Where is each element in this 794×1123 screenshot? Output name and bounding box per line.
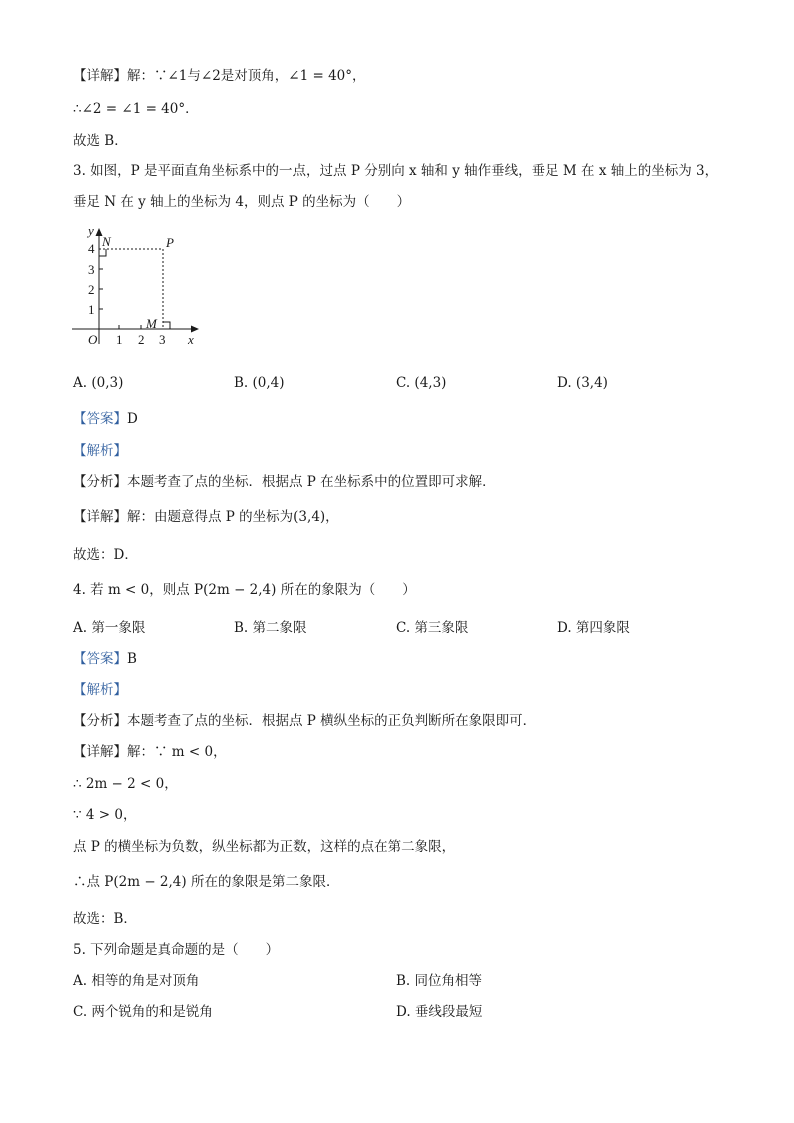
q5-option-b: B. 同位角相等 bbox=[396, 973, 483, 989]
q3-option-b: B. (0,4) bbox=[234, 375, 285, 391]
q4-option-c: C. 第三象限 bbox=[396, 620, 469, 636]
q3-stem-line-1: 3. 如图，P 是平面直角坐标系中的一点，过点 P 分别向 x 轴和 y 轴作垂线，垂足 M 在 x 轴上的坐标为 3， bbox=[73, 163, 719, 179]
q3-answer-value: D bbox=[127, 411, 138, 427]
x-tick-label-2: 2 bbox=[138, 332, 145, 347]
q2-therefore-line: ∴∠2 = ∠1 = 40°． bbox=[73, 101, 199, 117]
answer-tag: 【答案】 bbox=[73, 651, 127, 667]
q4-detail-line-4: 点 P 的横坐标为负数，纵坐标都为正数，这样的点在第二象限， bbox=[73, 839, 456, 855]
x-tick-label-1: 1 bbox=[116, 332, 123, 347]
q3-option-a: A. (0,3) bbox=[73, 375, 124, 391]
q4-detail-line-2: ∴ 2m − 2 < 0， bbox=[73, 776, 178, 792]
q3-option-c: C. (4,3) bbox=[396, 375, 447, 391]
q4-answer-value: B bbox=[127, 651, 137, 667]
q2-detail-line: 【详解】解：∵∠1与∠2是对顶角，∠1 = 40°， bbox=[73, 68, 366, 84]
y-tick-label-2: 2 bbox=[88, 282, 95, 297]
q4-analysis-line: 【分析】本题考查了点的坐标．根据点 P 横纵坐标的正负判断所在象限即可． bbox=[73, 713, 537, 729]
x-tick-label-3: 3 bbox=[159, 332, 166, 347]
q4-detail-line-1: 【详解】解：∵ m < 0， bbox=[73, 744, 227, 760]
q4-select-line: 故选：B． bbox=[73, 911, 137, 927]
q3-stem-line-2: 垂足 N 在 y 轴上的坐标为 4，则点 P 的坐标为（ ） bbox=[73, 194, 411, 210]
q3-detail-line: 【详解】解：由题意得点 P 的坐标为(3,4)， bbox=[73, 509, 339, 525]
q4-option-d: D. 第四象限 bbox=[557, 620, 630, 636]
y-axis-label: y bbox=[88, 223, 94, 238]
q4-stem-line: 4. 若 m < 0，则点 P(2m − 2,4) 所在的象限为（ ） bbox=[73, 582, 416, 598]
q5-stem-line: 5. 下列命题是真命题的是（ ） bbox=[73, 942, 280, 958]
y-tick-label-1: 1 bbox=[88, 302, 95, 317]
x-axis-label: x bbox=[188, 332, 194, 347]
y-tick-label-4: 4 bbox=[88, 241, 95, 256]
right-angle-mark-n bbox=[99, 249, 106, 256]
q3-analysis-line: 【分析】本题考查了点的坐标．根据点 P 在坐标系中的位置即可求解． bbox=[73, 474, 496, 490]
answer-tag: 【答案】 bbox=[73, 411, 127, 427]
q3-answer-line bbox=[73, 410, 138, 428]
point-n-label: N bbox=[102, 234, 111, 249]
q4-detail-line-5: ∴点 P(2m − 2,4) 所在的象限是第二象限． bbox=[73, 874, 340, 890]
q5-option-d: D. 垂线段最短 bbox=[396, 1004, 483, 1020]
q4-detail-line-3: ∵ 4 > 0， bbox=[73, 807, 137, 823]
q4-option-b: B. 第二象限 bbox=[234, 620, 307, 636]
coordinate-figure bbox=[66, 222, 206, 347]
origin-label: O bbox=[88, 332, 98, 347]
right-angle-mark-m bbox=[163, 322, 170, 329]
q2-select-line: 故选 B． bbox=[73, 133, 128, 149]
point-p-label: P bbox=[166, 235, 174, 250]
q5-option-c: C. 两个锐角的和是锐角 bbox=[73, 1004, 213, 1020]
q4-analysis-tag: 【解析】 bbox=[73, 682, 127, 698]
q4-answer-line bbox=[73, 650, 137, 668]
q3-analysis-tag: 【解析】 bbox=[73, 443, 127, 459]
q4-option-a: A. 第一象限 bbox=[73, 620, 146, 636]
q5-option-a: A. 相等的角是对顶角 bbox=[73, 973, 200, 989]
y-tick-label-3: 3 bbox=[88, 262, 95, 277]
q3-option-d: D. (3,4) bbox=[557, 375, 608, 391]
point-m-label: M bbox=[146, 316, 157, 331]
q3-select-line: 故选：D． bbox=[73, 547, 138, 563]
